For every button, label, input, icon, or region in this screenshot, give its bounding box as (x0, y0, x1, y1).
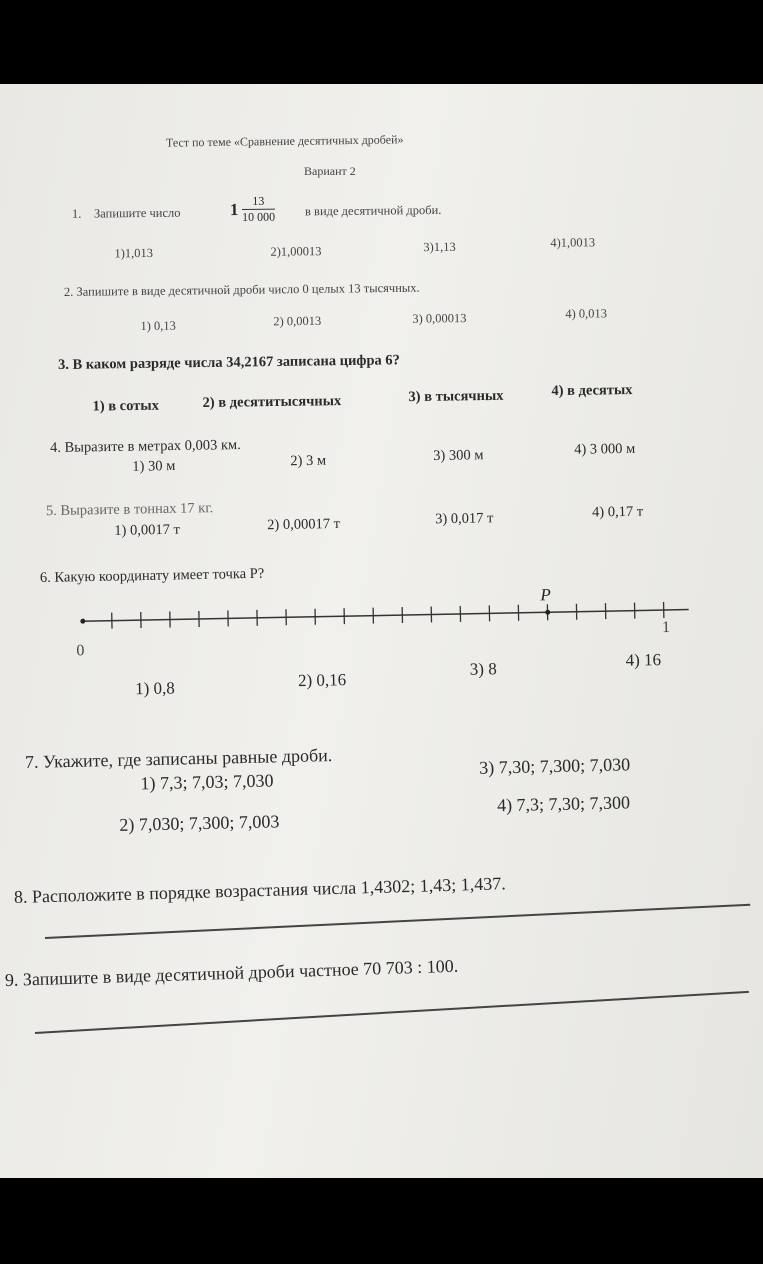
q3-option-4: 4) в десятых (551, 382, 633, 400)
test-title: Тест по теме «Сравнение десятичных дробей» (165, 132, 404, 150)
q1-denominator: 10 000 (241, 209, 276, 224)
q6-text: 6. Какую координату имеет точка Р? (39, 565, 265, 586)
number-line (70, 563, 702, 665)
point-p-label: P (540, 585, 551, 605)
q7-option-2: 2) 7,030; 7,300; 7,003 (119, 811, 280, 835)
q4-option-1: 1) 30 м (132, 458, 176, 475)
q6-option-4: 4) 16 (625, 650, 662, 670)
q3-option-1: 1) в сотых (92, 397, 160, 415)
q5-text: 5. Выразите в тоннах 17 кг. (45, 500, 214, 520)
q7-option-1: 1) 7,3; 7,03; 7,030 (140, 770, 274, 794)
q8-text: 8. Расположите в порядке возрастания числа 1,4302; 1,43; 1,437. (13, 873, 506, 908)
q4-option-3: 3) 300 м (433, 447, 484, 464)
q4-option-4: 4) 3 000 м (574, 440, 636, 458)
q7-option-3: 3) 7,30; 7,300; 7,030 (478, 754, 631, 778)
q9-answer-line (35, 991, 749, 1034)
q1-option-3: 3)1,13 (423, 239, 456, 255)
q1-fraction (242, 194, 275, 225)
q2-option-4: 4) 0,013 (565, 306, 608, 321)
q1-number: 1. (71, 206, 82, 221)
q3-option-3: 3) в тысячных (408, 387, 504, 406)
q5-option-1: 1) 0,0017 т (114, 521, 180, 539)
q2-option-1: 1) 0,13 (140, 318, 176, 334)
q3-text: 3. В каком разряде числа 34,2167 записана цифра 6? (57, 352, 400, 374)
q5-option-2: 2) 0,00017 т (267, 515, 341, 534)
number-line-axis (81, 610, 689, 622)
q4-option-2: 2) 3 м (290, 452, 327, 470)
variant-label: Вариант 2 (304, 164, 356, 178)
q9-text: 9. Запишите в виде десятичной дроби частное 70 703 : 100. (4, 955, 459, 990)
q6-option-1: 1) 0,8 (134, 678, 175, 699)
zero-label: 0 (76, 642, 85, 660)
q3-option-2: 2) в десятитысячных (202, 393, 342, 412)
q1-whole: 1 (229, 200, 239, 220)
q7-text: 7. Укажите, где записаны равные дроби. (24, 745, 333, 772)
q4-text: 4. Выразите в метрах 0,003 км. (49, 437, 241, 456)
q1-text-post: в виде десятичной дроби. (304, 202, 442, 219)
q1-option-2: 2)1,00013 (270, 244, 322, 259)
q6-option-3: 3) 8 (469, 659, 497, 679)
q7-option-4: 4) 7,3; 7,30; 7,300 (496, 792, 631, 816)
q5-option-3: 3) 0,017 т (435, 510, 494, 528)
q6-option-2: 2) 0,16 (297, 670, 347, 691)
one-label: 1 (661, 618, 671, 637)
zero-point-dot (80, 619, 85, 624)
q2-option-3: 3) 0,00013 (412, 311, 467, 326)
q1-numerator: 13 (242, 194, 275, 210)
q8-answer-line (45, 904, 750, 939)
q1-option-4: 4)1,0013 (550, 235, 596, 250)
q1-text-pre: Запишите число (93, 205, 181, 221)
test-sheet (0, 84, 763, 1178)
q5-option-4: 4) 0,17 т (591, 503, 644, 521)
q1-option-1: 1)1,013 (114, 245, 154, 261)
q2-text: 2. Запишите в виде десятичной дроби число 0 целых 13 тысячных. (63, 280, 420, 299)
q2-option-2: 2) 0,0013 (273, 313, 322, 329)
point-p-dot (545, 610, 550, 615)
